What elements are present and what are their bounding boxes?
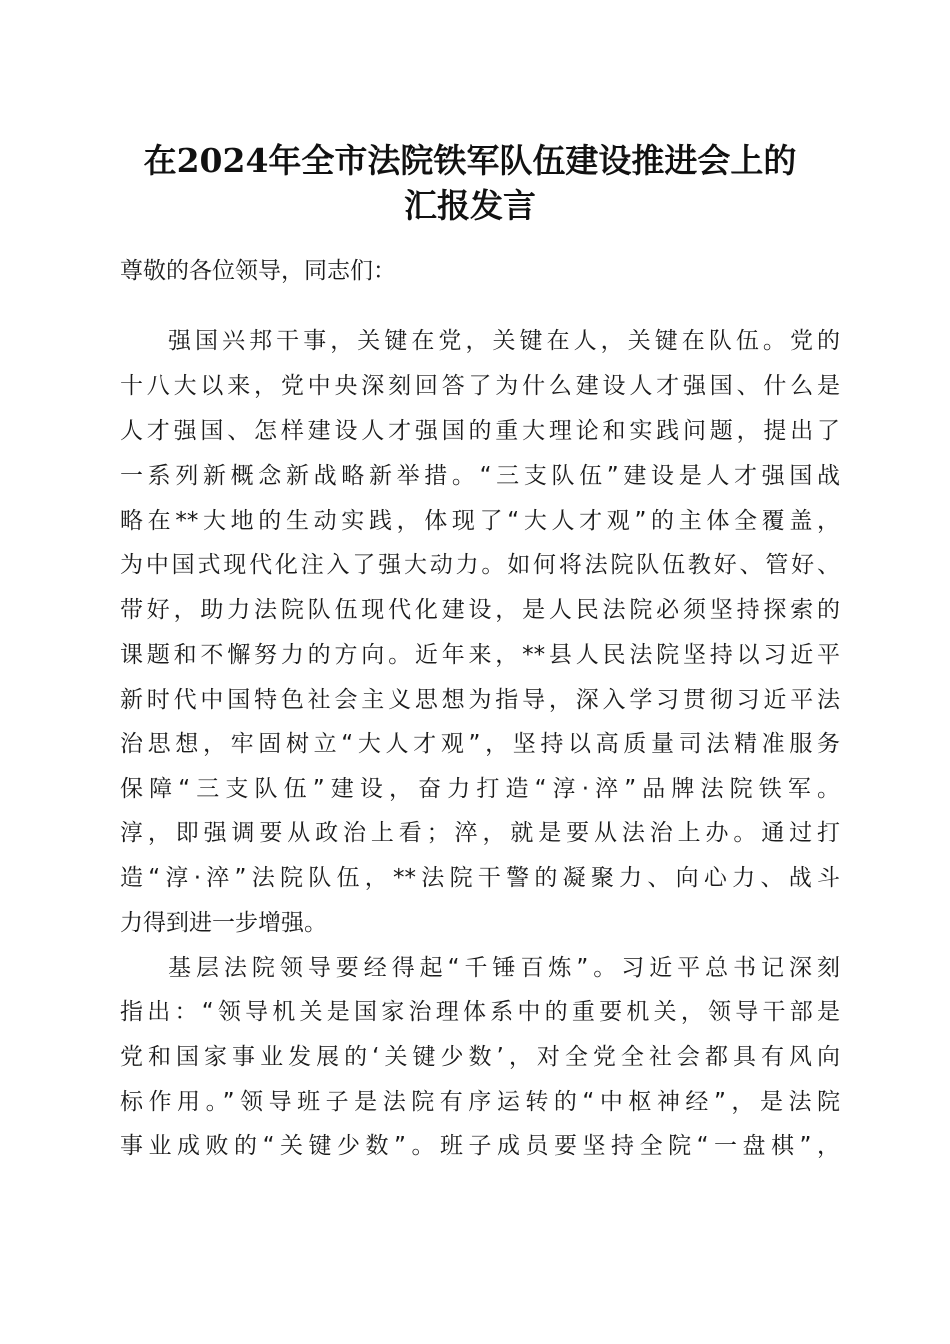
paragraph-2-line: 事业成败的“关键少数”。班子成员要坚持全院“一盘棋”， [120, 1133, 840, 1159]
document-title-line-1: 在2024年全市法院铁军队伍建设推进会上的 [143, 141, 797, 180]
paragraph-1-line: 人才强国、怎样建设人才强国的重大理论和实践问题，提出了 [120, 418, 840, 444]
paragraph-1-line: 课题和不懈努力的方向。近年来，**县人民法院坚持以习近平 [120, 642, 840, 668]
salutation: 尊敬的各位领导，同志们： [120, 258, 396, 284]
paragraph-2-line: 指出：“领导机关是国家治理体系中的重要机关，领导干部是 [120, 999, 840, 1025]
paragraph-1-line: 治思想，牢固树立“大人才观”，坚持以高质量司法精准服务 [120, 731, 840, 757]
paragraph-1-line: 十八大以来，党中央深刻回答了为什么建设人才强国、什么是 [120, 373, 840, 399]
paragraph-1-line: 新时代中国特色社会主义思想为指导，深入学习贯彻习近平法 [120, 687, 840, 713]
paragraph-1-line: 保障“三支队伍”建设，奋力打造“淳·淬”品牌法院铁军。 [120, 776, 840, 802]
document-title-line-2: 汇报发言 [404, 186, 536, 225]
paragraph-2-line: 党和国家事业发展的‘关键少数’，对全党全社会都具有风向 [120, 1044, 840, 1070]
paragraph-1-line: 为中国式现代化注入了强大动力。如何将法院队伍教好、管好、 [120, 552, 840, 578]
paragraph-1-line: 带好，助力法院队伍现代化建设，是人民法院必须坚持探索的 [120, 597, 840, 623]
paragraph-2-line: 基层法院领导要经得起“千锤百炼”。习近平总书记深刻 [168, 955, 840, 981]
paragraph-1-line: 一系列新概念新战略新举措。“三支队伍”建设是人才强国战 [120, 463, 840, 489]
paragraph-1-line: 造“淳·淬”法院队伍，**法院干警的凝聚力、向心力、战斗 [120, 865, 840, 891]
paragraph-1-line: 略在**大地的生动实践，体现了“大人才观”的主体全覆盖， [120, 508, 840, 534]
paragraph-1-line: 淳，即强调要从政治上看；淬，就是要从法治上办。通过打 [120, 820, 840, 846]
paragraph-1-line: 强国兴邦干事，关键在党，关键在人，关键在队伍。党的 [168, 328, 840, 354]
paragraph-1-line: 力得到进一步增强。 [120, 910, 327, 936]
paragraph-2-line: 标作用。”领导班子是法院有序运转的“中枢神经”，是法院 [120, 1089, 840, 1115]
